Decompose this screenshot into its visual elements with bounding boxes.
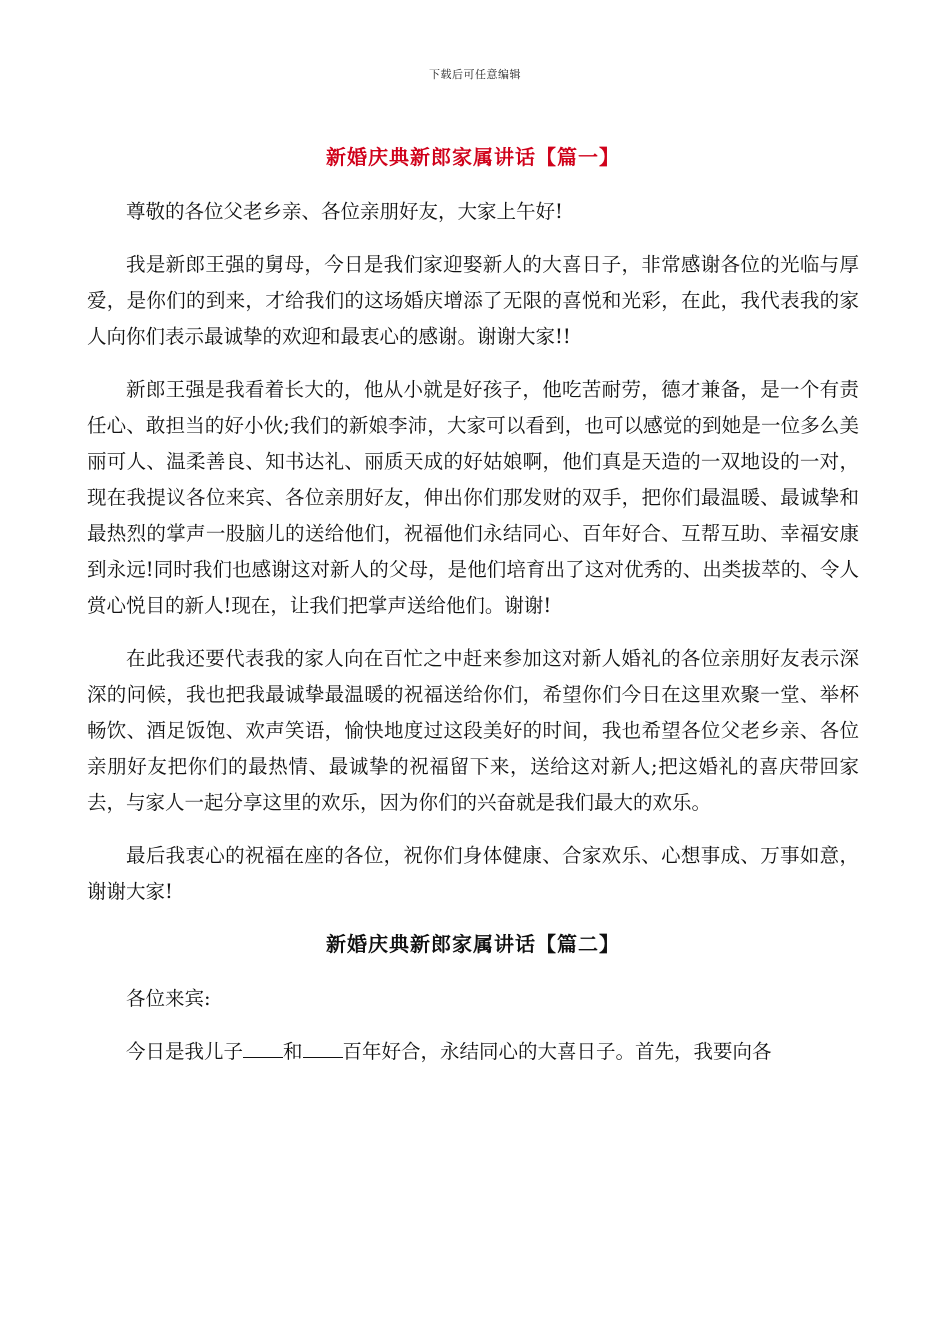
section1-paragraph-3: 新郎王强是我看着长大的，他从小就是好孩子，他吃苦耐劳，德才兼备，是一个有责任心、敢担当的好小伙;我们的新娘李沛，大家可以看到，也可以感觉的到她是一位多么美丽可人、温柔善良、知书达礼、丽质天成的好姑娘啊，他们真是天造的一双地设的一对，现在我提议各位来宾、各位亲朋好友，伸出你们那发财的双手，把你们最温暖、最诚挚和最热烈的掌声一股脑儿的送给他们，祝福他们永结同心、百年好合、互帮互助、幸福安康到永远!同时我们也感谢这对新人的父母，是他们培育出了这对优秀的、出类拔萃的、令人赏心悦目的新人!现在，让我们把掌声送给他们。谢谢! bbox=[87, 378, 859, 617]
section1-title: 新婚庆典新郎家属讲话【篇一】 bbox=[326, 145, 620, 169]
section2-title: 新婚庆典新郎家属讲话【篇二】 bbox=[326, 932, 620, 956]
document-body bbox=[87, 140, 859, 1070]
section2-paragraph-1 bbox=[87, 1034, 859, 1070]
section2-text-part2: 和 bbox=[283, 1040, 303, 1063]
name-blank bbox=[243, 1039, 283, 1058]
section2-greeting: 各位来宾: bbox=[126, 987, 211, 1010]
section1-paragraph-2: 我是新郎王强的舅母，今日是我们家迎娶新人的大喜日子，非常感谢各位的光临与厚爱，是你们的到来，才给我们的这场婚庆增添了无限的喜悦和光彩，在此，我代表我的家人向你们表示最诚挚的欢迎和最衷心的感谢。谢谢大家!! bbox=[87, 253, 859, 348]
section1-paragraph-5: 最后我衷心的祝福在座的各位，祝你们身体健康、合家欢乐、心想事成、万事如意，谢谢大家! bbox=[87, 844, 859, 903]
header-note: 下载后可任意编辑 bbox=[429, 68, 521, 81]
section1-paragraph-4: 在此我还要代表我的家人向在百忙之中赶来参加这对新人婚礼的各位亲朋好友表示深深的问候，我也把我最诚挚最温暖的祝福送给你们，希望你们今日在这里欢聚一堂、举杯畅饮、酒足饭饱、欢声笑语，愉快地度过这段美好的时间，我也希望各位父老乡亲、各位亲朋好友把你们的最热情、最诚挚的祝福留下来，送给这对新人;把这婚礼的喜庆带回家去，与家人一起分享这里的欢乐，因为你们的兴奋就是我们最大的欢乐。 bbox=[87, 647, 859, 814]
name-blank bbox=[303, 1039, 343, 1058]
section2-text-part1: 今日是我儿子 bbox=[126, 1040, 244, 1063]
section2-text-part3: 百年好合，永结同心的大喜日子。首先，我要向各 bbox=[342, 1040, 772, 1063]
section1-paragraph-1: 尊敬的各位父老乡亲、各位亲朋好友，大家上午好! bbox=[126, 200, 563, 223]
